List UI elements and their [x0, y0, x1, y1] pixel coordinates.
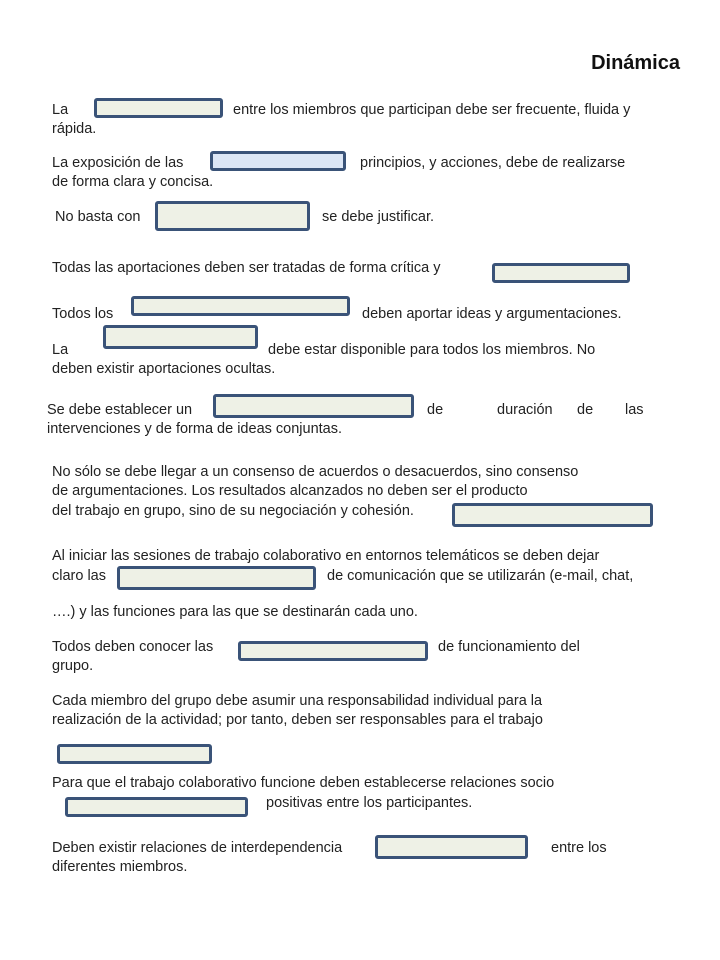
s3-text-b: se debe justificar.	[322, 209, 435, 225]
s1-text-a: La	[52, 102, 69, 118]
s10-text-a: Todos deben conocer las	[52, 639, 214, 655]
s1-text-c: rápida.	[52, 121, 97, 137]
s4-text-a: Todas las aportaciones deben ser tratadas de forma crítica y	[52, 260, 441, 276]
blank-12[interactable]	[65, 797, 248, 817]
blank-11[interactable]	[57, 744, 212, 764]
s5-text-a: Todos los	[52, 306, 114, 322]
blank-7[interactable]	[213, 394, 414, 418]
s9-text-a: Al iniciar las sesiones de trabajo colaborativo en entornos telemáticos se deben dejar	[52, 548, 600, 564]
s2-text-a: La exposición de las	[52, 155, 184, 171]
blank-5[interactable]	[131, 296, 350, 316]
s13-text-c: diferentes miembros.	[52, 859, 188, 875]
s13-text-a: Deben existir relaciones de interdependencia	[52, 840, 343, 856]
s10-text-b: de funcionamiento del	[438, 639, 580, 655]
s12-text-a: Para que el trabajo colaborativo funcione deben establecerse relaciones socio	[52, 775, 555, 791]
s9-text-d: ….) y las funciones para las que se destinarán cada uno.	[52, 604, 418, 620]
blank-1[interactable]	[94, 98, 223, 118]
blank-13[interactable]	[375, 835, 528, 859]
s7-text-f: intervenciones y de forma de ideas conjuntas.	[47, 421, 343, 437]
blank-4[interactable]	[492, 263, 630, 283]
s5-text-b: deben aportar ideas y argumentaciones.	[362, 306, 622, 322]
s10-text-c: grupo.	[52, 658, 94, 674]
s9-text-b: claro las	[52, 568, 106, 584]
s7-text-a: Se debe establecer un	[47, 402, 193, 418]
s12-text-b: positivas entre los participantes.	[266, 795, 473, 811]
s2-text-b: principios, y acciones, debe de realizarse	[360, 155, 626, 171]
blank-9[interactable]	[117, 566, 316, 590]
s11-text-a: Cada miembro del grupo debe asumir una responsabilidad individual para la	[52, 693, 543, 709]
blank-6[interactable]	[103, 325, 258, 349]
s9-text-c: de comunicación que se utilizarán (e-mail, chat,	[327, 568, 634, 584]
s13-text-b: entre los	[551, 840, 607, 856]
s6-text-c: deben existir aportaciones ocultas.	[52, 361, 276, 377]
blank-2[interactable]	[210, 151, 346, 171]
s7-text-c: duración	[497, 402, 553, 418]
s8-text-c: del trabajo en grupo, sino de su negociación y cohesión.	[52, 503, 414, 519]
blank-3[interactable]	[155, 201, 310, 231]
s8-text-a: No sólo se debe llegar a un consenso de acuerdos o desacuerdos, sino consenso	[52, 464, 579, 480]
s7-text-e: las	[625, 402, 644, 418]
s7-text-b: de	[427, 402, 444, 418]
s2-text-c: de forma clara y concisa.	[52, 174, 214, 190]
s7-text-d: de	[577, 402, 594, 418]
blank-10[interactable]	[238, 641, 428, 661]
s6-text-a: La	[52, 342, 69, 358]
s6-text-b: debe estar disponible para todos los miembros. No	[268, 342, 596, 358]
s1-text-b: entre los miembros que participan debe ser frecuente, fluida y	[233, 102, 631, 118]
s11-text-b: realización de la actividad; por tanto, deben ser responsables para el trabajo	[52, 712, 543, 728]
blank-8[interactable]	[452, 503, 653, 527]
s8-text-b: de argumentaciones. Los resultados alcanzados no deben ser el producto	[52, 483, 528, 499]
s3-text-a: No basta con	[55, 209, 141, 225]
page-title: Dinámica	[591, 52, 680, 74]
